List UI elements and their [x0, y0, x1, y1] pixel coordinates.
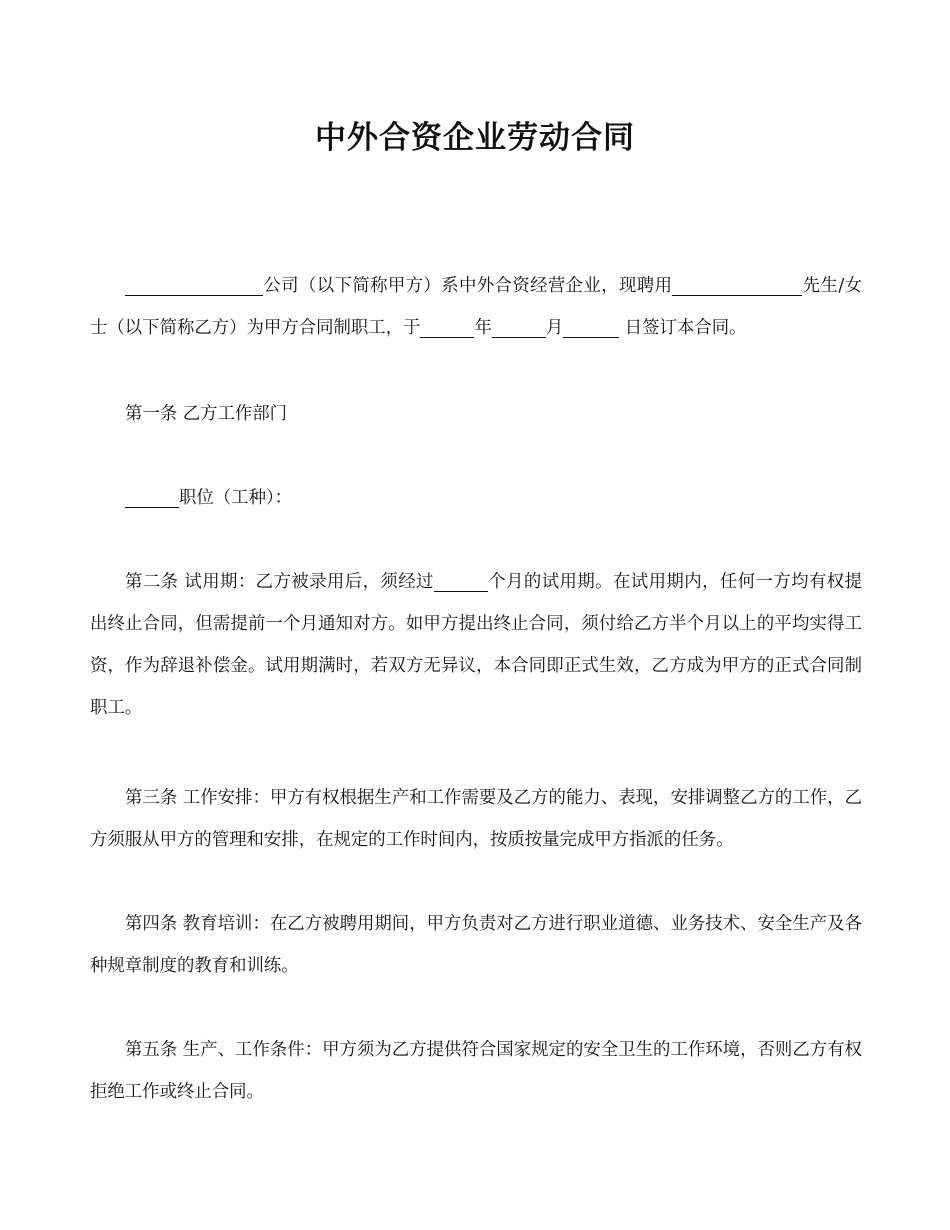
article-3-paragraph: 第三条 工作安排：甲方有权根据生产和工作需要及乙方的能力、表现，安排调整乙方的工作，乙方须服从甲方的管理和安排，在规定的工作时间内，按质按量完成甲方指派的任务。 — [90, 788, 862, 850]
intro-text-1: 公司（以下简称甲方）系中外合资经营企业，现聘用 — [263, 276, 673, 296]
article-1-position — [90, 477, 862, 519]
article-1-heading: 第一条 乙方工作部门 — [125, 404, 288, 424]
intro-text-3: 日签订本合同。 — [619, 318, 747, 338]
position-label: 职位（工种）： — [179, 488, 293, 508]
day-blank[interactable] — [563, 318, 619, 338]
company-name-blank[interactable] — [125, 276, 263, 296]
article-5-paragraph: 第五条 生产、工作条件：甲方须为乙方提供符合国家规定的安全卫生的工作环境，否则乙方有权拒绝工作或终止合同。 — [90, 1040, 862, 1102]
position-blank[interactable] — [125, 488, 179, 508]
intro-month-label: 月 — [545, 318, 564, 338]
intro-paragraph — [90, 265, 862, 349]
intro-text-2: 先生/女士（以下简称乙方）为甲方合同制职工，于 — [90, 276, 862, 338]
article-4-paragraph: 第四条 教育培训：在乙方被聘用期间，甲方负责对乙方进行职业道德、业务技术、安全生产及各种规章制度的教育和训练。 — [90, 914, 862, 976]
employee-name-blank[interactable] — [672, 276, 802, 296]
month-blank[interactable] — [492, 318, 546, 338]
article-2-text-1: 第二条 试用期：乙方被录用后，须经过 — [125, 572, 434, 592]
year-blank[interactable] — [420, 318, 474, 338]
probation-months-blank[interactable] — [434, 572, 488, 592]
article-2-text-2: 个月的试用期。在试用期内，任何一方均有权提出终止合同，但需提前一个月通知对方。如甲方提出终止合同，须付给乙方半个月以上的平均实得工资，作为辞退补偿金。试用期满时，若双方无异议，本合同即正式生效，乙方成为甲方的正式合同制职工。 — [90, 572, 862, 718]
intro-year-label: 年 — [474, 318, 492, 338]
document-title: 中外合资企业劳动合同 — [315, 120, 635, 156]
article-2-paragraph — [90, 561, 862, 729]
